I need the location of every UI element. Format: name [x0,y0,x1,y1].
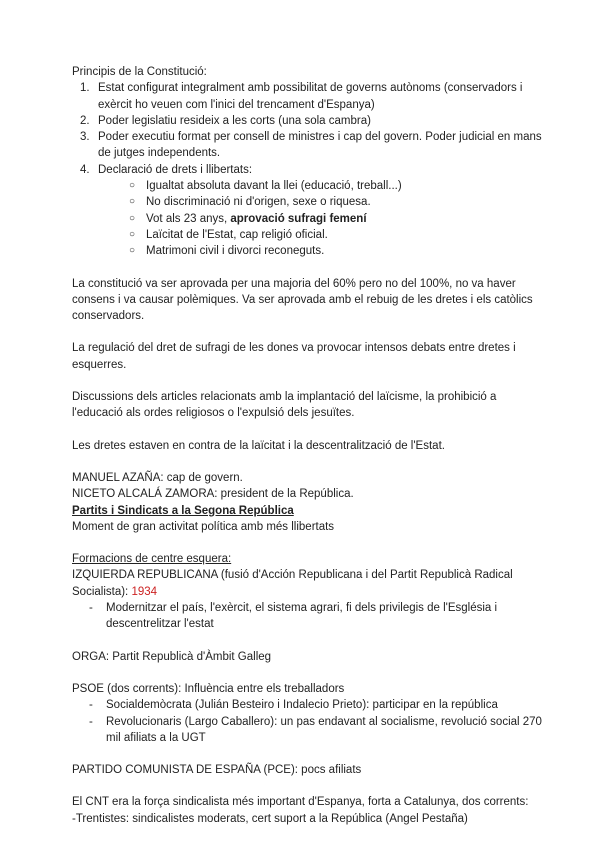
circle-bullet-icon: ○ [129,228,136,240]
principle-item: 2. Poder legislatiu resideix a les corts (una sola cambra) [80,114,371,127]
right-item: ○ Igualtat absoluta davant la llei (educació, treball...) [72,178,542,194]
year-1934: 1934 [131,585,158,598]
list-item: - Socialdemòcrata (Julián Besteiro i Indalecio Prieto): participar en la república [89,699,498,712]
pce-line: PARTIDO COMUNISTA DE ESPAÑA (PCE): pocs afiliats [72,764,362,777]
right-item: ○ Laïcitat de l'Estat, cap religió oficial. [72,227,542,243]
parties-heading: Partits i Sindicats a la Segona República [72,504,294,517]
principle-item: 1. Estat configurat integralment amb possibilitat de governs autònoms (conservadors i exèrcit ho veuen com l'inici del trencament d'Espanya) [80,82,523,111]
suffrage-paragraph: La regulació del dret de sufragi de les dones va provocar intensos debats entre dretes i esquerres. [72,342,516,371]
leader-azana: MANUEL AZAÑA: cap de govern. [72,471,243,484]
principle-item: 4. Declaració de drets i llibertats: [80,163,253,176]
right-item: ○ No discriminació ni d'origen, sexe o riquesa. [72,194,542,210]
ir-list [72,600,542,633]
document-page [72,64,542,827]
circle-bullet-icon: ○ [129,196,136,208]
parties-intro: Moment de gran activitat política amb més llibertats [72,520,335,533]
left-formations-title: Formacions de centre esquera: [72,553,232,566]
right-item: ○ Matrimoni civil i divorci reconeguts. [72,243,542,259]
laicism-paragraph: Discussions dels articles relacionats amb la implantació del laïcisme, la prohibició a l'educació als ordes religiosos o l'expulsió dels jesuïtes. [72,391,497,420]
list-item: - Modernitzar el país, l'exèrcit, el sistema agrari, fi dels privilegis de l'Església i descentrelitzar l'estat [89,602,498,631]
rights-list [72,178,542,259]
principles-list [72,80,542,178]
orga-line: ORGA: Partit Republicà d'Àmbit Galleg [72,650,272,663]
list-item: - Revolucionaris (Largo Caballero): un pas endavant al socialisme, revolució social 270 mil afiliats a la UGT [89,715,542,744]
right-item: ○ Vot als 23 anys, aprovació sufragi femení [72,211,542,227]
right-wing-paragraph: Les dretes estaven en contra de la laïcitat i la descentralització de l'Estat. [72,439,445,452]
izquierda-republicana: IZQUIERDA REPUBLICANA (fusió d'Acción Republicana i del Partit Republicà Radical Socialista): 1934 [72,569,513,598]
principles-title: Principis de la Constitució: [72,66,207,78]
circle-bullet-icon: ○ [129,212,136,224]
approval-paragraph: La constitució va ser aprovada per una majoria del 60% pero no del 100%, no va haver consens i va causar polèmiques. Va ser aprovada amb el rebuig de les dretes i els catòlics conservadors. [72,277,533,323]
bold-text: aprovació sufragi femení [230,212,367,225]
psoe-line: PSOE (dos corrents): Influència entre els treballadors [72,682,345,695]
psoe-list [72,697,542,746]
circle-bullet-icon: ○ [129,180,136,192]
principle-item: 3. Poder executiu format per consell de ministres i cap del govern. Poder judicial en mans de jutges independents. [80,131,542,160]
cnt-trentistes-line: -Trentistes: sindicalistes moderats, cert suport a la República (Angel Pestaña) [72,812,468,825]
circle-bullet-icon: ○ [129,245,136,257]
cnt-line: El CNT era la força sindicalista més important d'Espanya, forta a Catalunya, dos corrents: [72,796,529,809]
leader-alcala-zamora: NICETO ALCALÁ ZAMORA: president de la República. [72,488,354,501]
